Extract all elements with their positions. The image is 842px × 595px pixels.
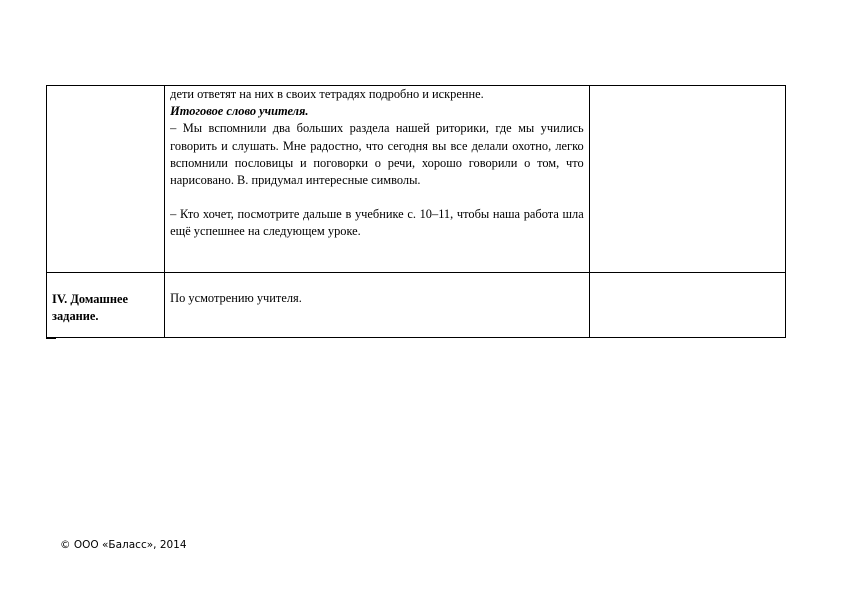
stage-label: IV. Домашнее задание.: [52, 292, 129, 323]
stage-cell: [47, 273, 165, 338]
notes-cell: [589, 273, 785, 338]
content-paragraph: – Мы вспомнили два больших раздела нашей риторики, где мы учились говорить и слушать. Мне радостно, что сегодня вы все делали охотно, легко вспомнили пословицы и поговорки о речи, хорошо говорили о том, что нарисовано. В. придумал интересные символы.: [170, 121, 584, 188]
content-text: По усмотрению учителя.: [170, 291, 302, 305]
stage-cell: [47, 86, 165, 273]
paragraph-spacer: [170, 189, 584, 206]
content-line: дети ответят на них в своих тетрадях подробно и искренне.: [170, 87, 484, 101]
copyright-footer: © ООО «Баласс», 2014: [60, 539, 187, 551]
table-row: [47, 86, 786, 273]
content-cell: [165, 273, 590, 338]
teacher-summary-heading: Итоговое слово учителя.: [170, 104, 309, 119]
content-cell: [165, 86, 590, 273]
lesson-plan-table: [46, 85, 786, 338]
notes-cell: [589, 86, 785, 273]
table-corner-mark: [46, 337, 56, 339]
content-paragraph: – Кто хочет, посмотрите дальше в учебнике с. 10–11, чтобы наша работа шла ещё успешнее на следующем уроке.: [170, 207, 584, 239]
table-row: [47, 273, 786, 338]
